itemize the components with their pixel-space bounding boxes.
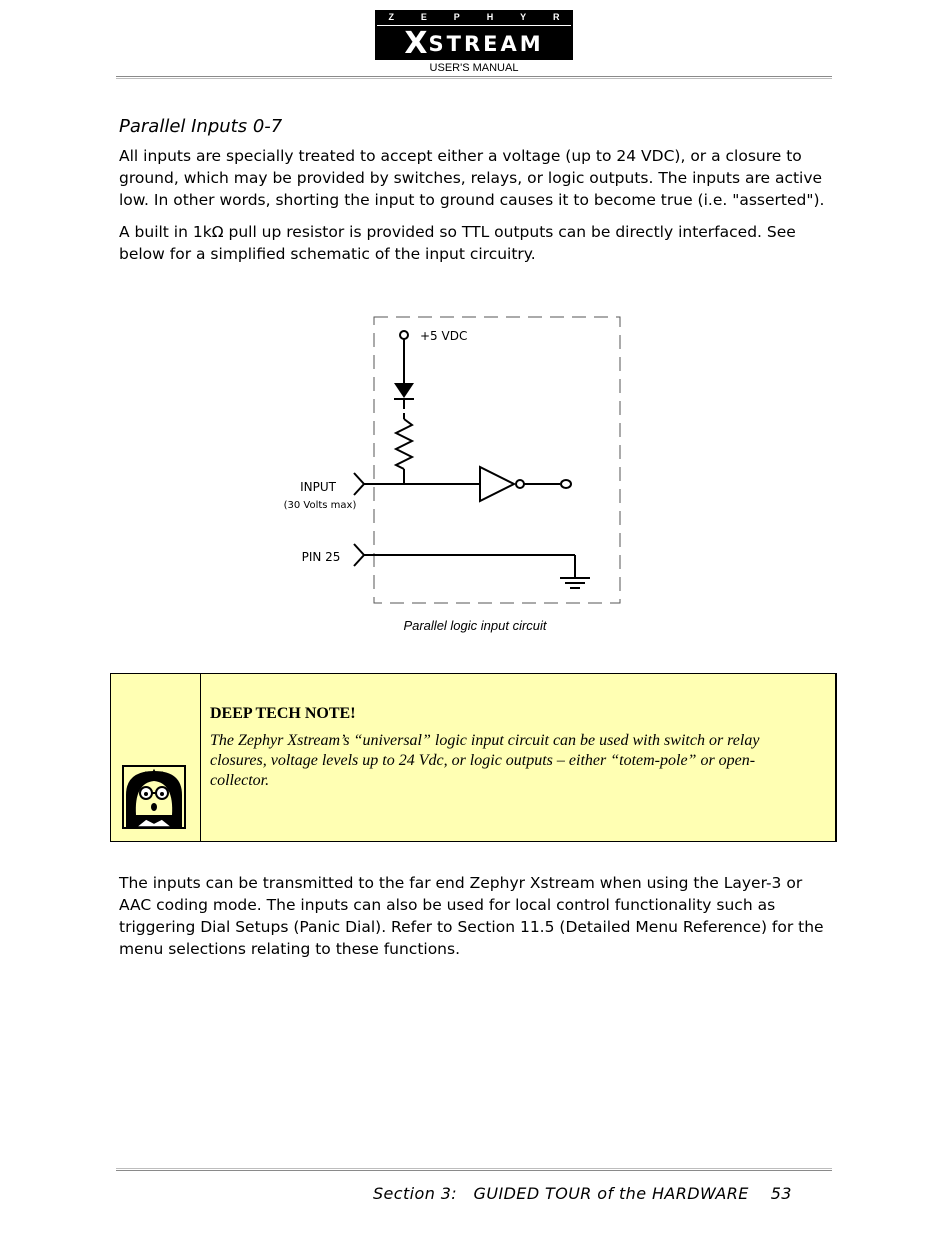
logo-stream: STREAM: [428, 31, 544, 56]
logo-letter: P: [453, 12, 460, 22]
footer-rule-secondary: [116, 1168, 832, 1169]
logo-top-letters: [375, 10, 573, 24]
inverter-icon: [480, 467, 514, 501]
manual-label: USER'S MANUAL: [429, 62, 519, 74]
paragraph-1: All inputs are specially treated to accept either a voltage (up to 24 VDC), or a closure to ground, which may be provided by switches, relays, or logic outputs. The inputs are active low. In other words, shorting the input to ground causes it to become true (i.e. "asserted").: [119, 147, 825, 209]
logo-letter: R: [553, 12, 560, 22]
logo-letter: H: [486, 12, 494, 22]
header-rule-secondary: [116, 78, 832, 79]
zephyr-xstream-logo: [375, 10, 573, 60]
nerd-mascot-icon: [122, 765, 186, 829]
vcc-label: +5 VDC: [420, 329, 468, 343]
logo-x: X: [404, 26, 428, 61]
input-sublabel: (30 Volts max): [283, 500, 357, 511]
logo-letter: Z: [388, 12, 394, 22]
note-title: DEEP TECH NOTE!: [210, 705, 356, 722]
pin-label: PIN 25: [301, 550, 341, 564]
logo-letter: E: [420, 12, 427, 22]
header-rule: [116, 76, 832, 77]
page-footer: Section 3: GUIDED TOUR of the HARDWARE 53: [373, 1184, 792, 1203]
input-label: INPUT: [300, 480, 336, 494]
pin-connector-icon: [354, 544, 364, 566]
logo-wordmark: [375, 27, 573, 60]
footer-rule: [116, 1170, 832, 1171]
deep-tech-note: [110, 673, 837, 842]
inverter-bubble: [516, 480, 524, 488]
resistor-icon: [396, 419, 412, 469]
circuit-boundary: [374, 317, 620, 603]
vcc-terminal: [400, 331, 408, 339]
diode-icon: [394, 383, 414, 398]
logo-letter: Y: [520, 12, 527, 22]
paragraph-3: The inputs can be transmitted to the far end Zephyr Xstream when using the Layer-3 or AAC coding mode. The inputs can also be used for local control functionality such as triggering Dial Setups (Panic Dial). Refer to Section 11.5 (Detailed Menu Reference) for the menu selections relating to these functions.: [119, 874, 824, 958]
input-connector-icon: [354, 473, 364, 495]
figure-caption: Parallel logic input circuit: [403, 618, 547, 633]
output-terminal: [561, 480, 571, 488]
paragraph-2: A built in 1kΩ pull up resistor is provided so TTL outputs can be directly interfaced. See below for a simplified schematic of the input circuitry.: [119, 223, 796, 263]
input-circuit-schematic: [270, 305, 630, 615]
ground-icon: [560, 578, 590, 588]
note-body: The Zephyr Xstream’s “universal” logic input circuit can be used with switch or relay closures, voltage levels up to 24 Vdc, or logic outputs – either “totem-pole” or open-collector.: [210, 732, 760, 789]
note-divider: [200, 674, 201, 841]
section-heading: Parallel Inputs 0-7: [119, 116, 283, 137]
